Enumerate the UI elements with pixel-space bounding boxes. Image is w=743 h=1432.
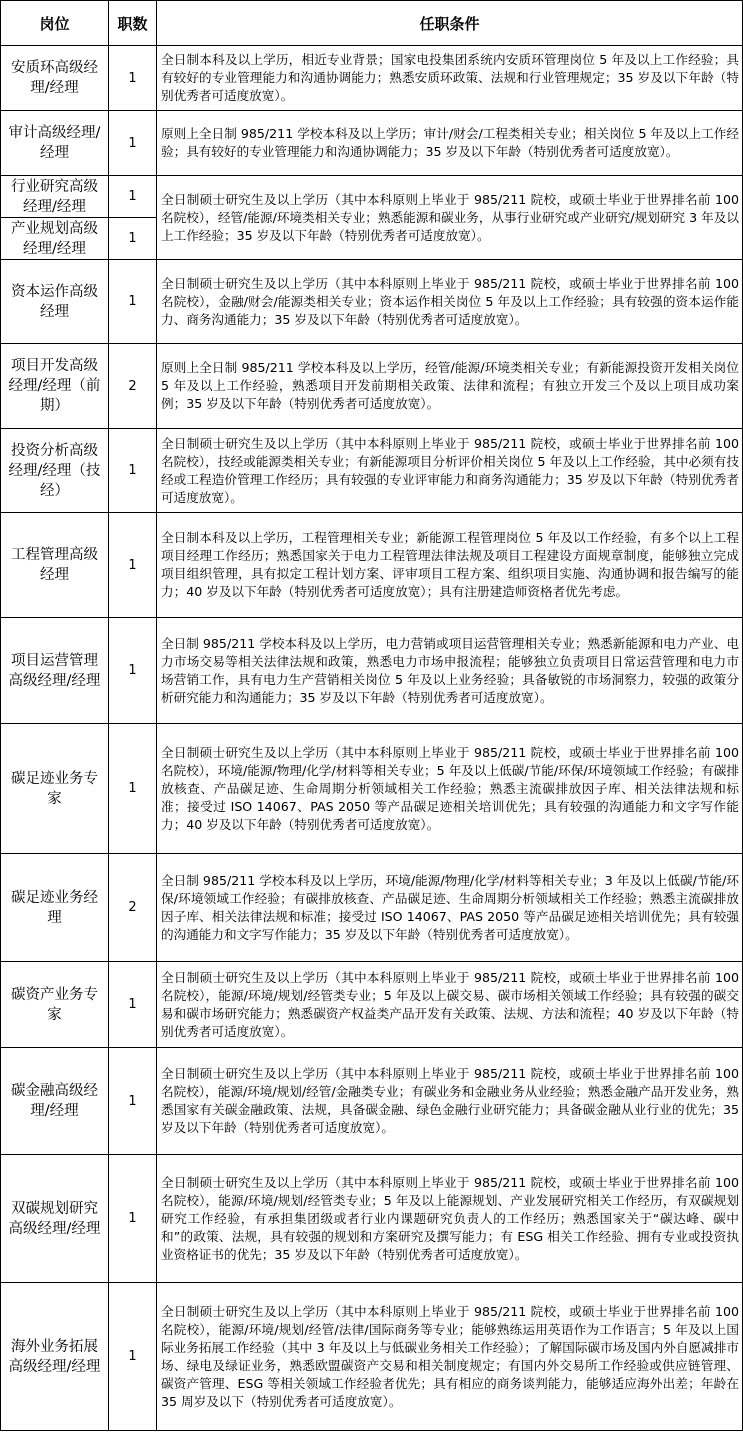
position-cell: 产业规划高级经理/经理 [1, 218, 109, 260]
position-cell: 海外业务拓展高级经理/经理 [1, 1283, 109, 1431]
table-row [1, 176, 743, 218]
requirements-cell: 全日制本科及以上学历，工程管理相关专业；新能源工程管理岗位 5 年及以工作经验，有多个以上工程项目经理工作经历；熟悉国家关于电力工程管理法律法规及项目工程建设方面规章制度，能够独立完成项目组织管理，具有拟定工程计划方案、评审项目工程方案、组织项目实施、沟通协调和报告编写的能力；40 岁及以下年龄（特别优秀者可适度放宽）；具有注册建造师资格者优先考虑。 [157, 513, 743, 618]
count-cell: 1 [109, 176, 157, 218]
requirements-cell: 全日制硕士研究生及以上学历（其中本科原则上毕业于 985/211 院校，或硕士毕业于世界排名前 100 名院校），金融/财会/能源类相关专业；资本运作相关岗位 5 年及以上工作经验；具有较强的资本运作能力、商务沟通能力；35 岁及以下年龄（特别优秀者可适度放宽）。 [157, 260, 743, 344]
requirements-cell: 全日制硕士研究生及以上学历（其中本科原则上毕业于 985/211 院校，或硕士毕业于世界排名前 100 名院校），能源/环境/规划/经管/法律/国际商务等专业；能够熟练运用英语作为工作语言；5 年及以上国际业务拓展工作经验（其中 3 年及以上与低碳业务相关工作经验）；了解国际碳市场及国内外自愿减排市场、绿电及绿证业务，熟悉欧盟碳资产交易和相关制度规定；有国内外交易所工作经验或供应链管理、碳资产管理、ESG 等相关领域工作经验者优先；具有相应的商务谈判能力，能够适应海外出差；年龄在 35 周岁及以下（特别优秀者可适度放宽）。 [157, 1283, 743, 1431]
table-row [1, 429, 743, 513]
table-row [1, 1155, 743, 1283]
table-row [1, 344, 743, 429]
count-cell: 1 [109, 513, 157, 618]
header-position: 岗位 [1, 1, 109, 46]
table-row [1, 111, 743, 176]
requirements-cell: 全日制 985/211 学校本科及以上学历，环境/能源/物理/化学/材料等相关专业；3 年及以上低碳/节能/环保/环境领域工作经验；有碳排放核查、产品碳足迹、生命周期分析领域相关工作经验；熟悉主流碳排放因子库、相关法律法规和标准；接受过 ISO 14067、PAS 2050 等产品碳足迹相关培训优先；具有较强的沟通能力和文字写作能力；35 岁及以下年龄（特别优秀者可适度放宽）。 [157, 854, 743, 962]
requirements-cell: 全日制硕士研究生及以上学历（其中本科原则上毕业于 985/211 院校，或硕士毕业于世界排名前 100 名院校），能源/环境/规划/经管类专业；5 年及以上能源规划、产业发展研究相关工作经历，有双碳规划研究工作经验，有承担集团级或者行业内课题研究负责人的工作经历；熟悉国家关于“碳达峰、碳中和”的政策、法规，具有较强的规划和方案研究及撰写能力；有 ESG 相关工作经验、拥有专业或投资执业资格证书的优先；35 岁及以下年龄（特别优秀者可适度放宽）。 [157, 1155, 743, 1283]
count-cell: 1 [109, 1283, 157, 1431]
table-row [1, 618, 743, 724]
position-cell: 项目开发高级经理/经理（前期） [1, 344, 109, 429]
table-header-row [1, 1, 743, 46]
requirements-cell: 全日制 985/211 学校本科及以上学历，电力营销或项目运营管理相关专业；熟悉新能源和电力产业、电力市场交易等相关法律法规和政策，熟悉电力市场申报流程；能够独立负责项目日常运营管理和电力市场营销工作，具有电力生产营销相关岗位 5 年及以上业务经验；具备敏锐的市场洞察力，较强的政策分析研究能力和沟通能力；35 岁及以下年龄（特别优秀者可适度放宽）。 [157, 618, 743, 724]
position-cell: 碳资产业务专家 [1, 962, 109, 1048]
count-cell: 1 [109, 429, 157, 513]
count-cell: 1 [109, 724, 157, 854]
count-cell: 1 [109, 618, 157, 724]
table-row [1, 513, 743, 618]
position-cell: 审计高级经理/经理 [1, 111, 109, 176]
requirements-cell: 全日制硕士研究生及以上学历（其中本科原则上毕业于 985/211 院校，或硕士毕业于世界排名前 100 名院校），能源/环境/规划/经管/金融类专业；有碳业务和金融业务从业经验；熟悉金融产品开发业务，熟悉国家有关碳金融政策、法规，具备碳金融、绿色金融行业研究能力；具备碳金融从业行业的优先；35 岁及以下年龄（特别优秀者可适度放宽）。 [157, 1048, 743, 1155]
header-count: 职数 [109, 1, 157, 46]
position-cell: 工程管理高级经理 [1, 513, 109, 618]
count-cell: 1 [109, 1048, 157, 1155]
position-cell: 行业研究高级经理/经理 [1, 176, 109, 218]
position-cell: 碳足迹业务经理 [1, 854, 109, 962]
table-row [1, 1048, 743, 1155]
table-row [1, 1283, 743, 1431]
table-row [1, 46, 743, 111]
count-cell: 1 [109, 218, 157, 260]
table-row [1, 962, 743, 1048]
count-cell: 1 [109, 260, 157, 344]
requirements-cell: 原则上全日制 985/211 学校本科及以上学历；审计/财会/工程类相关专业；相关岗位 5 年及以上工作经验；具有较好的专业管理能力和沟通协调能力；35 岁及以下年龄（特别优秀者可适度放宽）。 [157, 111, 743, 176]
count-cell: 1 [109, 46, 157, 111]
position-cell: 碳足迹业务专家 [1, 724, 109, 854]
table-row [1, 260, 743, 344]
requirements-cell: 全日制本科及以上学历，相近专业背景；国家电投集团系统内安质环管理岗位 5 年及以上工作经验；具有较好的专业管理能力和沟通协调能力；熟悉安质环政策、法规和行业管理规定；35 岁及以下年龄（特别优秀者可适度放宽）。 [157, 46, 743, 111]
position-cell: 投资分析高级经理/经理（技经） [1, 429, 109, 513]
position-cell: 碳金融高级经理/经理 [1, 1048, 109, 1155]
table-row [1, 854, 743, 962]
table-row [1, 724, 743, 854]
position-cell: 安质环高级经理/经理 [1, 46, 109, 111]
requirements-cell: 全日制硕士研究生及以上学历（其中本科原则上毕业于 985/211 院校，或硕士毕业于世界排名前 100 名院校），技经或能源类相关专业；有新能源项目分析评价相关岗位 5 年及以上工作经验，其中必须有技经或工程造价管理工作经历；具有较强的专业评审能力和商务沟通能力；35 岁及以下年龄（特别优秀者可适度放宽）。 [157, 429, 743, 513]
count-cell: 2 [109, 854, 157, 962]
count-cell: 1 [109, 962, 157, 1048]
count-cell: 2 [109, 344, 157, 429]
position-cell: 项目运营管理高级经理/经理 [1, 618, 109, 724]
position-cell: 双碳规划研究高级经理/经理 [1, 1155, 109, 1283]
count-cell: 1 [109, 1155, 157, 1283]
position-cell: 资本运作高级经理 [1, 260, 109, 344]
requirements-cell: 全日制硕士研究生及以上学历（其中本科原则上毕业于 985/211 院校，或硕士毕业于世界排名前 100 名院校），能源/环境/规划/经管类专业；5 年及以上碳交易、碳市场相关领域工作经验；具有较强的碳交易和碳市场研究能力；熟悉碳资产权益类产品开发有关政策、法规、方法和流程；40 岁及以下年龄（特别优秀者可适度放宽）。 [157, 962, 743, 1048]
requirements-cell: 全日制硕士研究生及以上学历（其中本科原则上毕业于 985/211 院校，或硕士毕业于世界排名前 100 名院校），经管/能源/环境类相关专业；熟悉能源和碳业务，从事行业研究或产业研究/规划研究 3 年及以上工作经验；35 岁及以下年龄（特别优秀者可适度放宽）。 [157, 176, 743, 260]
requirements-cell: 全日制硕士研究生及以上学历（其中本科原则上毕业于 985/211 院校，或硕士毕业于世界排名前 100 名院校），环境/能源/物理/化学/材料等相关专业；5 年及以上低碳/节能/环保/环境领域工作经验；有碳排放核查、产品碳足迹、生命周期分析领域相关工作经验；熟悉主流碳排放因子库、相关法律法规和标准；接受过 ISO 14067、PAS 2050 等产品碳足迹相关培训优先；具有较强的沟通能力和文字写作能力；40 岁及以下年龄（特别优秀者可适度放宽）。 [157, 724, 743, 854]
requirements-cell: 原则上全日制 985/211 学校本科及以上学历，经管/能源/环境类相关专业；有新能源投资开发相关岗位 5 年及以上工作经验，熟悉项目开发前期相关政策、法律和流程；有独立开发三个及以上项目成功案例；35 岁及以下年龄（特别优秀者可适度放宽）。 [157, 344, 743, 429]
count-cell: 1 [109, 111, 157, 176]
header-requirements: 任职条件 [157, 1, 743, 46]
